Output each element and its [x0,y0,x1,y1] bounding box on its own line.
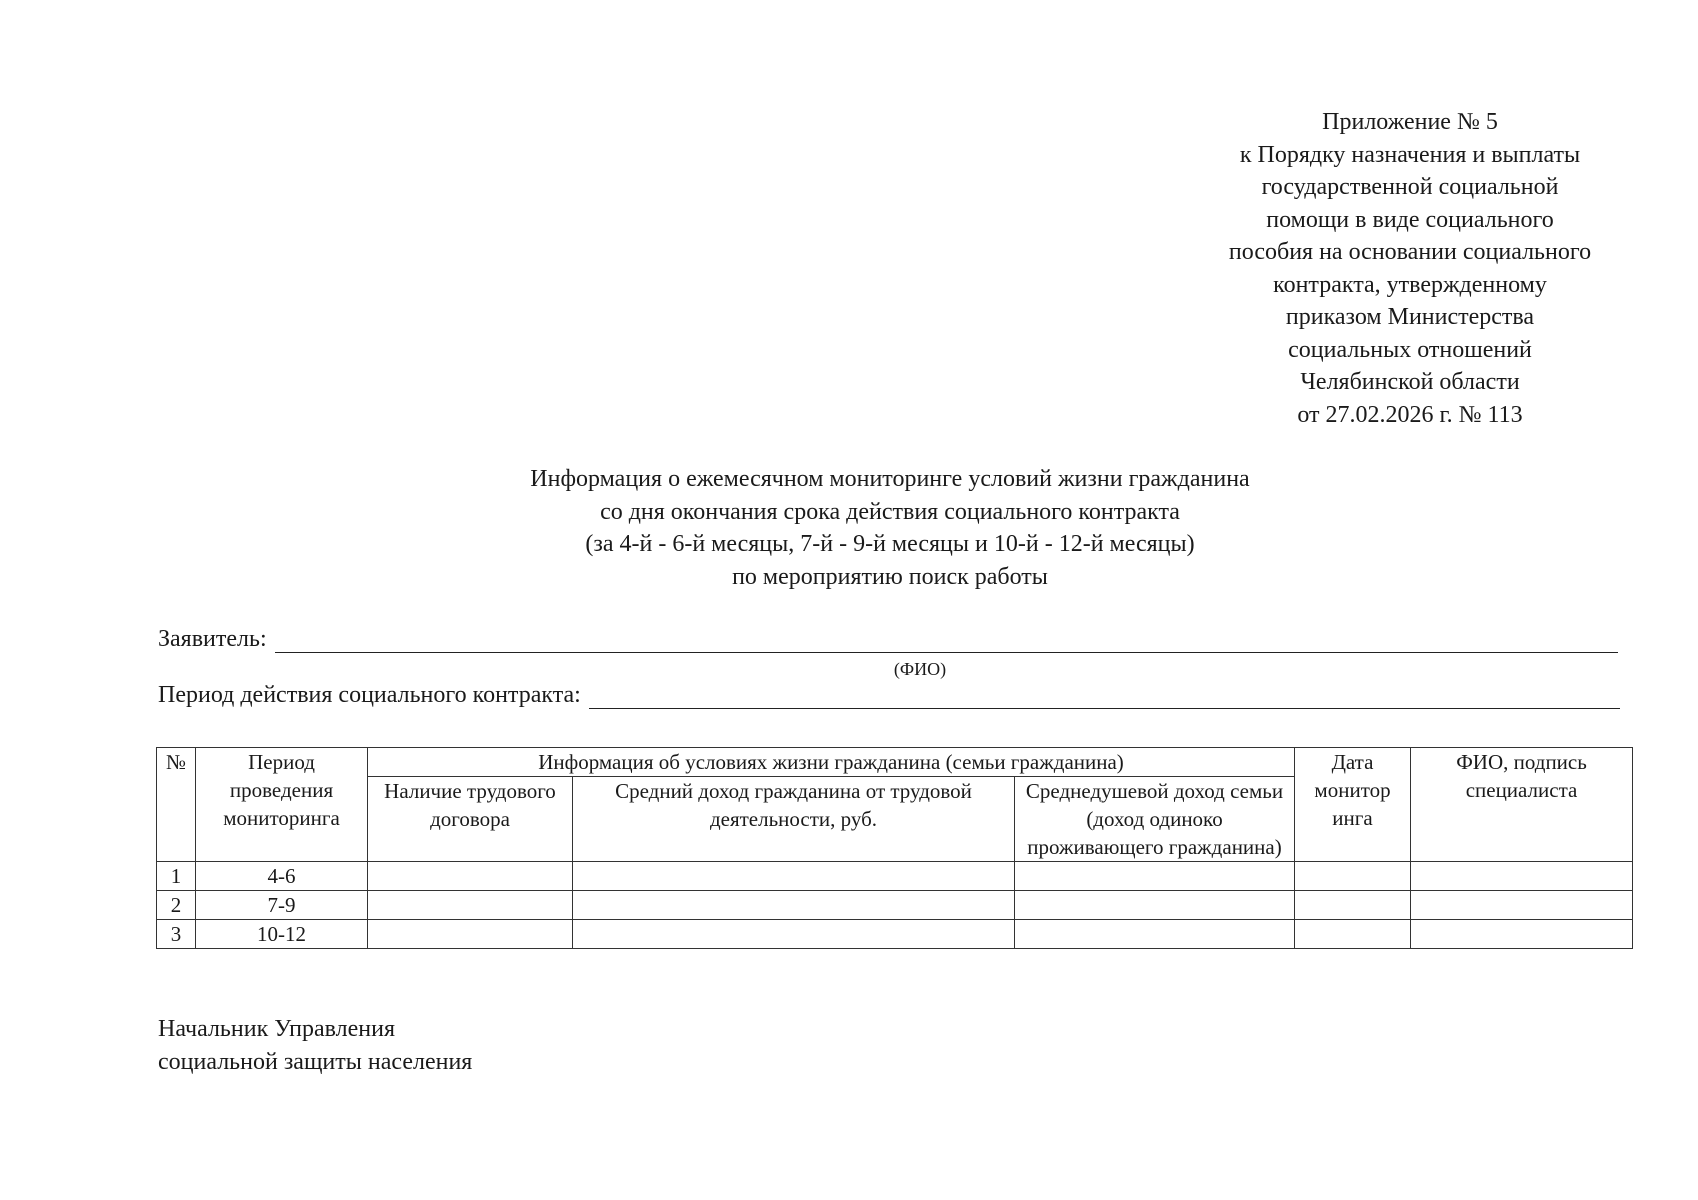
applicant-caption: (ФИО) [893,659,947,679]
applicant-field [158,626,1618,653]
row-number: 3 [157,920,196,949]
appendix-line: от 27.02.2026 г. № 113 [1297,401,1523,428]
cell-date[interactable] [1295,862,1411,891]
signature-line: Начальник Управления [158,1016,395,1042]
contract-period-blank-line[interactable] [589,686,1620,709]
table-row [157,862,1633,891]
table-row [157,891,1633,920]
header-date: Дата монитор инга [1295,748,1411,862]
title-line: по мероприятию поиск работы [732,563,1048,590]
title-line: Информация о ежемесячном мониторинге условий жизни гражданина [530,466,1250,492]
appendix-line: помощи в виде социального [1266,206,1554,233]
appendix-line: приказом Министерства [1285,304,1535,330]
appendix-line: социальных отношений [1288,336,1532,363]
cell-average-income[interactable] [573,862,1015,891]
header-per-capita-income: Среднедушевой доход семьи (доход одиноко проживающего гражданина) [1015,777,1295,862]
applicant-label: Заявитель: [158,626,267,652]
monitoring-table [156,747,1633,949]
title-line: (за 4-й - 6-й месяцы, 7-й - 9-й месяцы и 10-й - 12-й месяцы) [585,531,1195,557]
title-line: со дня окончания срока действия социального контракта [600,498,1180,525]
header-employment-contract: Наличие трудового договора [368,777,573,862]
appendix-line: к Порядку назначения и выплаты [1239,141,1581,168]
cell-per-capita-income[interactable] [1015,920,1295,949]
cell-employment-contract[interactable] [368,862,573,891]
header-period: Период проведения мониторинга [196,748,368,862]
header-living-conditions: Информация об условиях жизни гражданина (семьи гражданина) [368,748,1295,777]
cell-employment-contract[interactable] [368,891,573,920]
cell-average-income[interactable] [573,920,1015,949]
contract-period-label: Период действия социального контракта: [158,682,581,708]
cell-employment-contract[interactable] [368,920,573,949]
cell-specialist[interactable] [1411,920,1633,949]
signature-line: социальной защиты населения [158,1048,473,1075]
row-period: 4-6 [196,862,368,891]
header-specialist: ФИО, подпись специалиста [1411,748,1633,862]
contract-period-field [158,682,1620,709]
cell-date[interactable] [1295,920,1411,949]
document-title [340,463,1440,593]
appendix-line: Приложение № 5 [1322,109,1498,135]
row-period: 7-9 [196,891,368,920]
cell-specialist[interactable] [1411,891,1633,920]
appendix-line: пособия на основании социального [1228,239,1592,265]
cell-specialist[interactable] [1411,862,1633,891]
header-average-income: Средний доход гражданина от трудовой деятельности, руб. [573,777,1015,862]
appendix-line: Челябинской области [1300,369,1520,395]
cell-per-capita-income[interactable] [1015,891,1295,920]
cell-average-income[interactable] [573,891,1015,920]
header-number: № [157,748,196,862]
signature-block [158,1013,472,1078]
appendix-line: государственной социальной [1261,174,1559,200]
table-row [157,920,1633,949]
cell-per-capita-income[interactable] [1015,862,1295,891]
appendix-line: контракта, утвержденному [1273,271,1547,298]
appendix-block [1160,106,1660,431]
cell-date[interactable] [1295,891,1411,920]
applicant-blank-line[interactable] [275,630,1618,653]
row-number: 2 [157,891,196,920]
row-period: 10-12 [196,920,368,949]
row-number: 1 [157,862,196,891]
